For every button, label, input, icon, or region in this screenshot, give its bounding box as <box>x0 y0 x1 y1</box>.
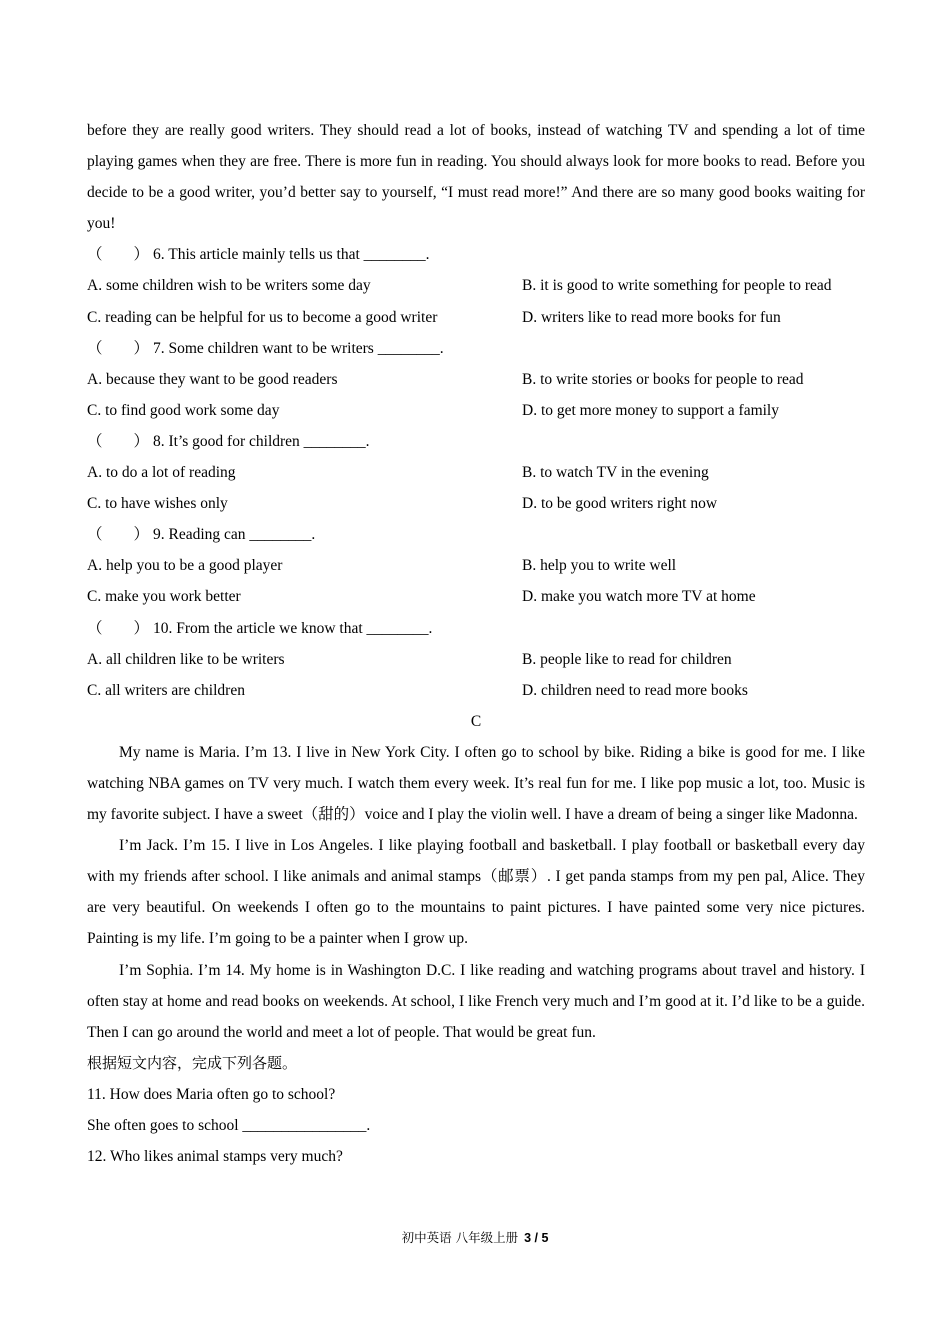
passage-paragraph-jack: I’m Jack. I’m 15. I live in Los Angeles. I like playing football and basketball. I play football or basketball every day with my friends after school. I like animals and animal stamps（邮票）. I get panda stamps from my pen pal, Alice. They are very beautiful. On weekends I often go to the mountains to paint pictures. I have painted some very nice pictures. Painting is my life. I’m going to be a painter when I grow up. <box>87 837 865 948</box>
option-b: B. people like to read for children <box>522 650 732 668</box>
option-a: A. because they want to be good readers <box>87 370 338 388</box>
document-page <box>87 115 865 1172</box>
option-b: B. to write stories or books for people to read <box>522 370 804 388</box>
option-b: B. it is good to write something for people to read <box>522 277 832 295</box>
option-b: B. to watch TV in the evening <box>522 464 709 482</box>
instruction-text: 根据短文内容，完成下列各题。 <box>87 1053 298 1072</box>
option-d: D. writers like to read more books for fun <box>522 308 781 326</box>
option-c: C. reading can be helpful for us to become a good writer <box>87 308 438 326</box>
question-10 <box>87 613 865 706</box>
answer-blank: （ ） <box>87 246 150 264</box>
option-d: D. make you watch more TV at home <box>522 588 756 606</box>
page-number: 3 / 5 <box>524 1231 549 1245</box>
option-b: B. help you to write well <box>522 557 677 575</box>
question-stem: 9. Reading can ________. <box>153 526 316 544</box>
section-heading: C <box>470 712 482 730</box>
question-stem: 8. It’s good for children ________. <box>153 432 370 450</box>
intro-paragraph: before they are really good writers. They should read a lot of books, instead of watching TV and spending a lot of time playing games when they are free. There is more fun in reading. You should always look for more books to read. Before you decide to be a good writer, you’d better say to yourself, “I must read more!” And there are so many good books waiting for you! <box>87 122 865 233</box>
option-c: C. all writers are children <box>87 681 245 699</box>
option-a: A. some children wish to be writers some day <box>87 277 371 295</box>
question-9 <box>87 519 865 612</box>
question-8 <box>87 426 865 519</box>
option-c: C. to have wishes only <box>87 495 228 513</box>
passage-paragraph-maria: My name is Maria. I’m 13. I live in New York City. I often go to school by bike. Riding a bike is good for me. I like watching NBA games on TV very much. I watch them every week. It’s real fun for me. I like pop music a lot, too. Music is my favorite subject. I have a sweet（甜的）voice and I play the violin well. I have a dream of being a singer like Madonna. <box>87 743 865 824</box>
option-c: C. to find good work some day <box>87 401 280 419</box>
question-stem: 6. This article mainly tells us that ________. <box>153 246 430 264</box>
answer-blank: （ ） <box>87 339 150 357</box>
answer-blank: （ ） <box>87 619 150 637</box>
question-11: 11. How does Maria often go to school? <box>87 1085 336 1103</box>
option-a: A. to do a lot of reading <box>87 464 236 482</box>
passage-paragraph-sophia: I’m Sophia. I’m 14. My home is in Washington D.C. I like reading and watching programs about travel and history. I often stay at home and read books on weekends. At school, I like French very much and I’m good at it. I’d like to be a guide. Then I can go around the world and meet a lot of people. That would be great fun. <box>87 961 865 1041</box>
option-a: A. all children like to be writers <box>87 650 285 668</box>
question-stem: 7. Some children want to be writers ________. <box>153 339 444 357</box>
option-a: A. help you to be a good player <box>87 557 283 575</box>
question-11-answer-line: She often goes to school ________________. <box>87 1117 371 1134</box>
question-7 <box>87 333 865 426</box>
question-6 <box>87 239 865 332</box>
answer-blank: （ ） <box>87 526 150 544</box>
question-12: 12. Who likes animal stamps very much? <box>87 1148 343 1166</box>
option-d: D. to be good writers right now <box>522 495 718 513</box>
option-c: C. make you work better <box>87 588 241 606</box>
footer-course-label: 初中英语 八年级上册 <box>401 1230 519 1245</box>
page-footer <box>0 1228 950 1246</box>
option-d: D. children need to read more books <box>522 681 748 699</box>
answer-blank: （ ） <box>87 432 150 450</box>
question-stem: 10. From the article we know that ________. <box>153 619 433 637</box>
option-d: D. to get more money to support a family <box>522 401 779 419</box>
